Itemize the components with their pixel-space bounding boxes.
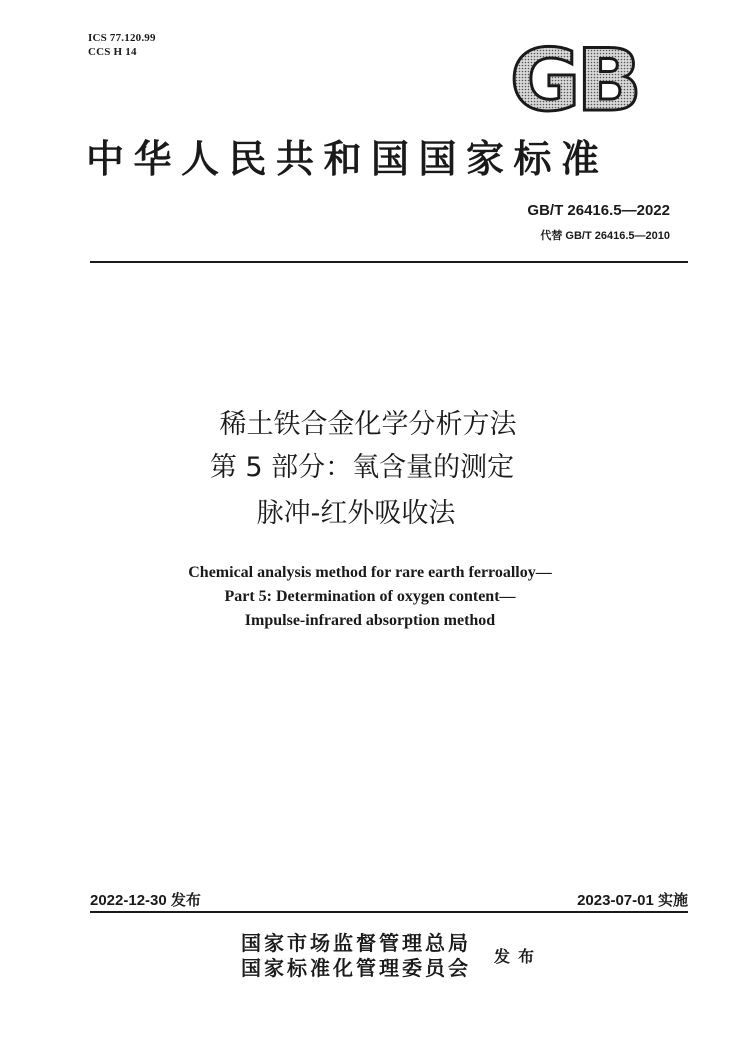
gb-logo-text: GB xyxy=(509,40,639,116)
implementation-date: 2023-07-01 实施 xyxy=(577,892,688,909)
issuer-sac: 国家标准化管理委员会 xyxy=(241,956,471,980)
english-title-line-2: Part 5: Determination of oxygen content— xyxy=(224,588,516,605)
chinese-title-line-3: 脉冲-红外吸收法 xyxy=(256,498,456,529)
issuer-samr: 国家市场监督管理总局 xyxy=(241,931,471,955)
english-title-line-3: Impulse-infrared absorption method xyxy=(244,612,496,629)
chinese-title-line-1: 稀土铁合金化学分析方法 xyxy=(219,409,517,440)
national-standard-title: 中华人民共和国国家标准 xyxy=(86,136,609,181)
publish-label: 发布 xyxy=(494,947,543,966)
english-title-line-1: Chemical analysis method for rare earth ferroalloy— xyxy=(188,564,552,581)
chinese-title-line-2: 第 5 部分：氧含量的测定 xyxy=(209,452,515,483)
header-divider xyxy=(90,261,688,263)
gb-logo xyxy=(500,40,648,116)
ics-code: ICS 77.120.99 xyxy=(88,32,156,44)
footer-divider xyxy=(90,911,688,913)
issue-date: 2022-12-30 发布 xyxy=(90,892,201,909)
standard-number: GB/T 26416.5—2022 xyxy=(527,202,670,219)
classification-codes xyxy=(88,31,156,59)
replaces-standard: 代替 GB/T 26416.5—2010 xyxy=(540,230,670,242)
ccs-code: CCS H 14 xyxy=(88,46,137,58)
